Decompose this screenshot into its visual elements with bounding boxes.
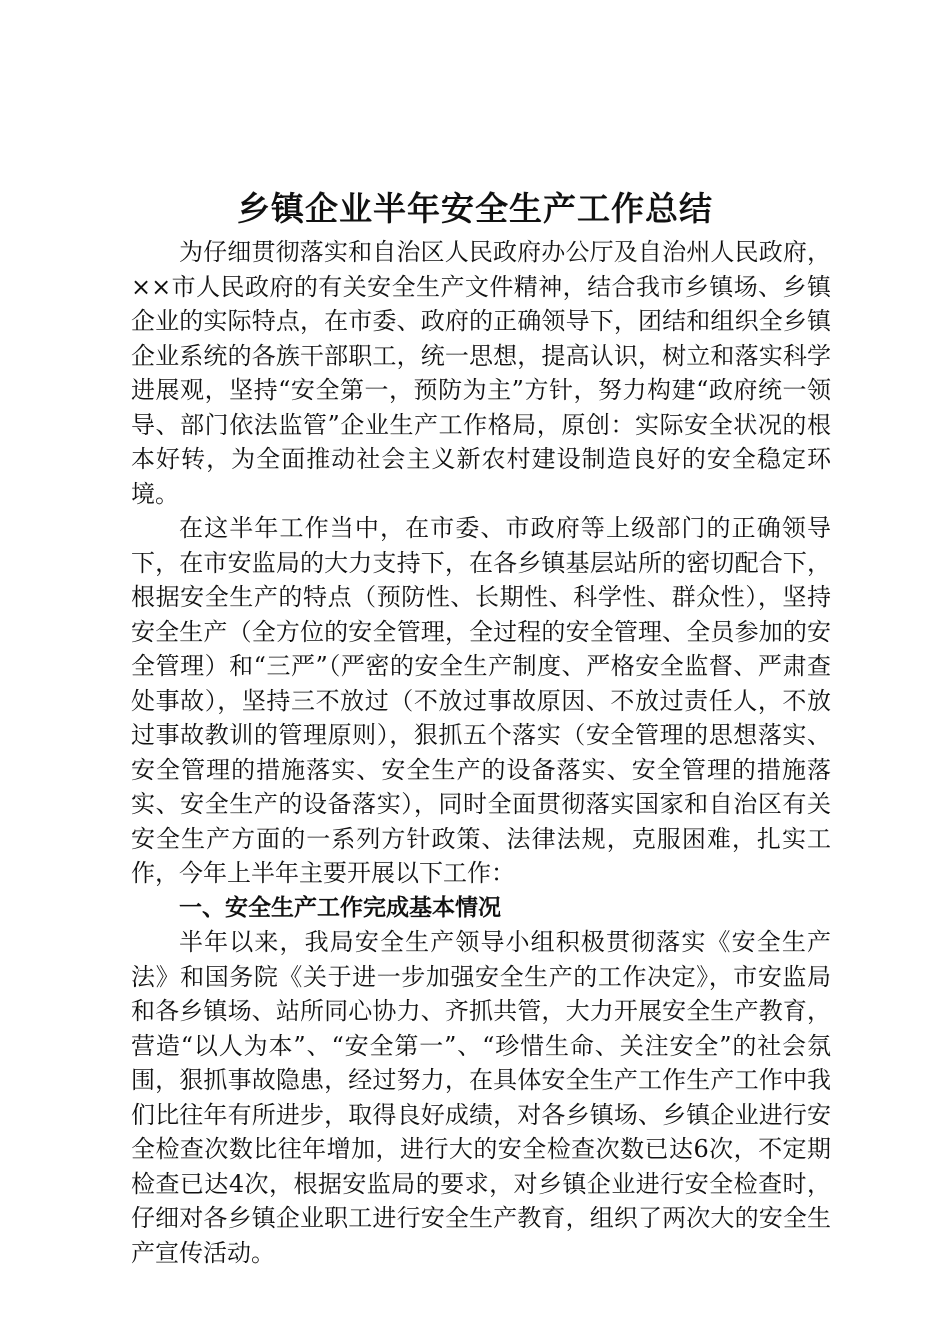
- section-heading: 一、安全生产工作完成基本情况: [179, 894, 501, 921]
- intro-paragraph: 为仔细贯彻落实和自治区人民政府办公厅及自治州人民政府，××市人民政府的有关安全生产文件精神，结合我市乡镇场、乡镇企业的实际特点，在市委、政府的正确领导下，团结和组织全乡镇企业系统的各族干部职工，统一思想，提高认识，树立和落实科学进展观，坚持“安全第一，预防为主”方针，努力构建“政府统一领导、部门依法监管”企业生产工作格局，原创：实际安全状况的根本好转，为全面推动社会主义新农村建设制造良好的安全稳定环境。: [131, 238, 831, 508]
- document-title: 乡镇企业半年安全生产工作总结: [237, 189, 713, 228]
- section-paragraph: 半年以来，我局安全生产领导小组积极贯彻落实《安全生产法》和国务院《关于进一步加强安全生产的工作决定》，市安监局和各乡镇场、站所同心协力、齐抓共管，大力开展安全生产教育，营造“以人为本”、“安全第一”、“珍惜生命、关注安全”的社会氛围，狠抓事故隐患，经过努力，在具体安全生产工作生产工作中我们比往年有所进步，取得良好成绩，对各乡镇场、乡镇企业进行安全检查次数比往年增加，进行大的安全检查次数已达6次，不定期检查已达4次，根据安监局的要求，对乡镇企业进行安全检查时，仔细对各乡镇企业职工进行安全生产教育，组织了两次大的安全生产宣传活动。: [131, 928, 831, 1267]
- document-body: [131, 235, 831, 1270]
- work-overview-paragraph: 在这半年工作当中，在市委、市政府等上级部门的正确领导下，在市安监局的大力支持下，在各乡镇基层站所的密切配合下，根据安全生产的特点（预防性、长期性、科学性、群众性），坚持安全生产（全方位的安全管理，全过程的安全管理、全员参加的安全管理）和“三严”（严密的安全生产制度、严格安全监督、严肃查处事故），坚持三不放过（不放过事故原因、不放过责任人，不放过事故教训的管理原则），狠抓五个落实（安全管理的思想落实、安全管理的措施落实、安全生产的设备落实、安全管理的措施落实、安全生产的设备落实），同时全面贯彻落实国家和自治区有关安全生产方面的一系列方针政策、法律法规，克服困难，扎实工作，今年上半年主要开展以下工作：: [131, 514, 831, 887]
